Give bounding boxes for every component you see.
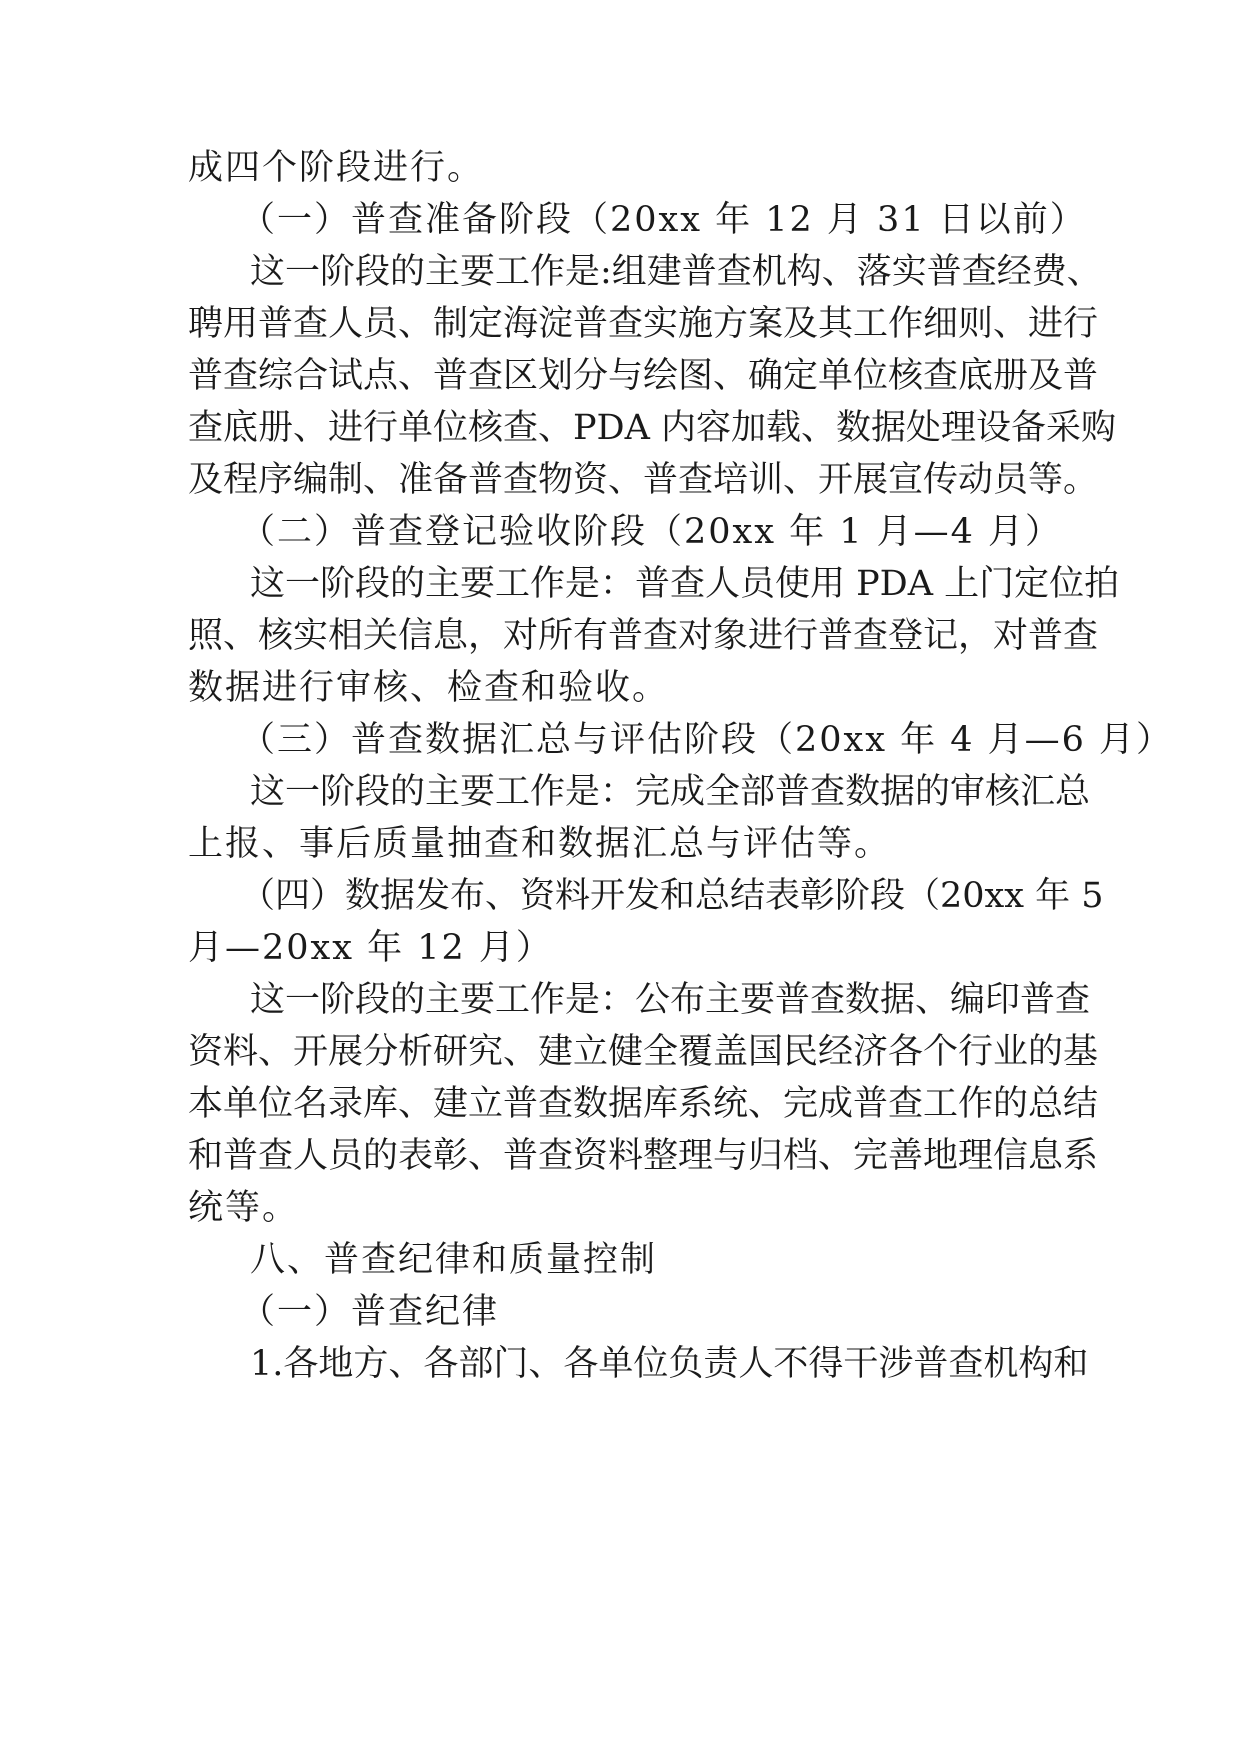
section-heading-continued: 月—20xx 年 12 月）	[188, 928, 553, 968]
text-line: 1.各地方、各部门、各单位负责人不得干涉普查机构和	[250, 1344, 1089, 1384]
text-line: 普查综合试点、普查区划分与绘图、确定单位核查底册及普	[188, 356, 1099, 396]
section-heading: （四）数据发布、资料开发和总结表彰阶段（20xx 年 5	[240, 876, 1104, 916]
text-line: 和普查人员的表彰、普查资料整理与归档、完善地理信息系	[188, 1136, 1099, 1176]
section-heading: （三）普查数据汇总与评估阶段（20xx 年 4 月—6 月）	[240, 720, 1174, 760]
section-heading: （二）普查登记验收阶段（20xx 年 1 月—4 月）	[240, 512, 1063, 552]
text-line: 照、核实相关信息，对所有普查对象进行普查登记，对普查	[188, 616, 1099, 656]
text-line: 数据进行审核、检查和验收。	[188, 668, 670, 708]
chapter-heading: 八、普查纪律和质量控制	[250, 1240, 658, 1280]
text-line: 及程序编制、准备普查物资、普查培训、开展宣传动员等。	[188, 460, 1099, 500]
section-heading: （一）普查准备阶段（20xx 年 12 月 31 日以前）	[240, 200, 1087, 240]
text-line: 这一阶段的主要工作是：完成全部普查数据的审核汇总	[250, 772, 1091, 812]
text-line: 这一阶段的主要工作是：普查人员使用 PDA 上门定位拍	[250, 564, 1120, 604]
text-line: 聘用普查人员、制定海淀普查实施方案及其工作细则、进行	[188, 304, 1099, 344]
text-line: 资料、开展分析研究、建立健全覆盖国民经济各个行业的基	[188, 1032, 1099, 1072]
text-line: 统等。	[188, 1188, 300, 1228]
text-line: 上报、事后质量抽查和数据汇总与评估等。	[188, 824, 892, 864]
text-line: 查底册、进行单位核查、PDA 内容加载、数据处理设备采购	[188, 408, 1117, 448]
text-line: 成四个阶段进行。	[188, 148, 485, 188]
text-line: 这一阶段的主要工作是:组建普查机构、落实普查经费、	[250, 252, 1102, 292]
text-line: 这一阶段的主要工作是：公布主要普查数据、编印普查	[250, 980, 1091, 1020]
text-line: 本单位名录库、建立普查数据库系统、完成普查工作的总结	[188, 1084, 1099, 1124]
section-heading: （一）普查纪律	[240, 1292, 500, 1332]
